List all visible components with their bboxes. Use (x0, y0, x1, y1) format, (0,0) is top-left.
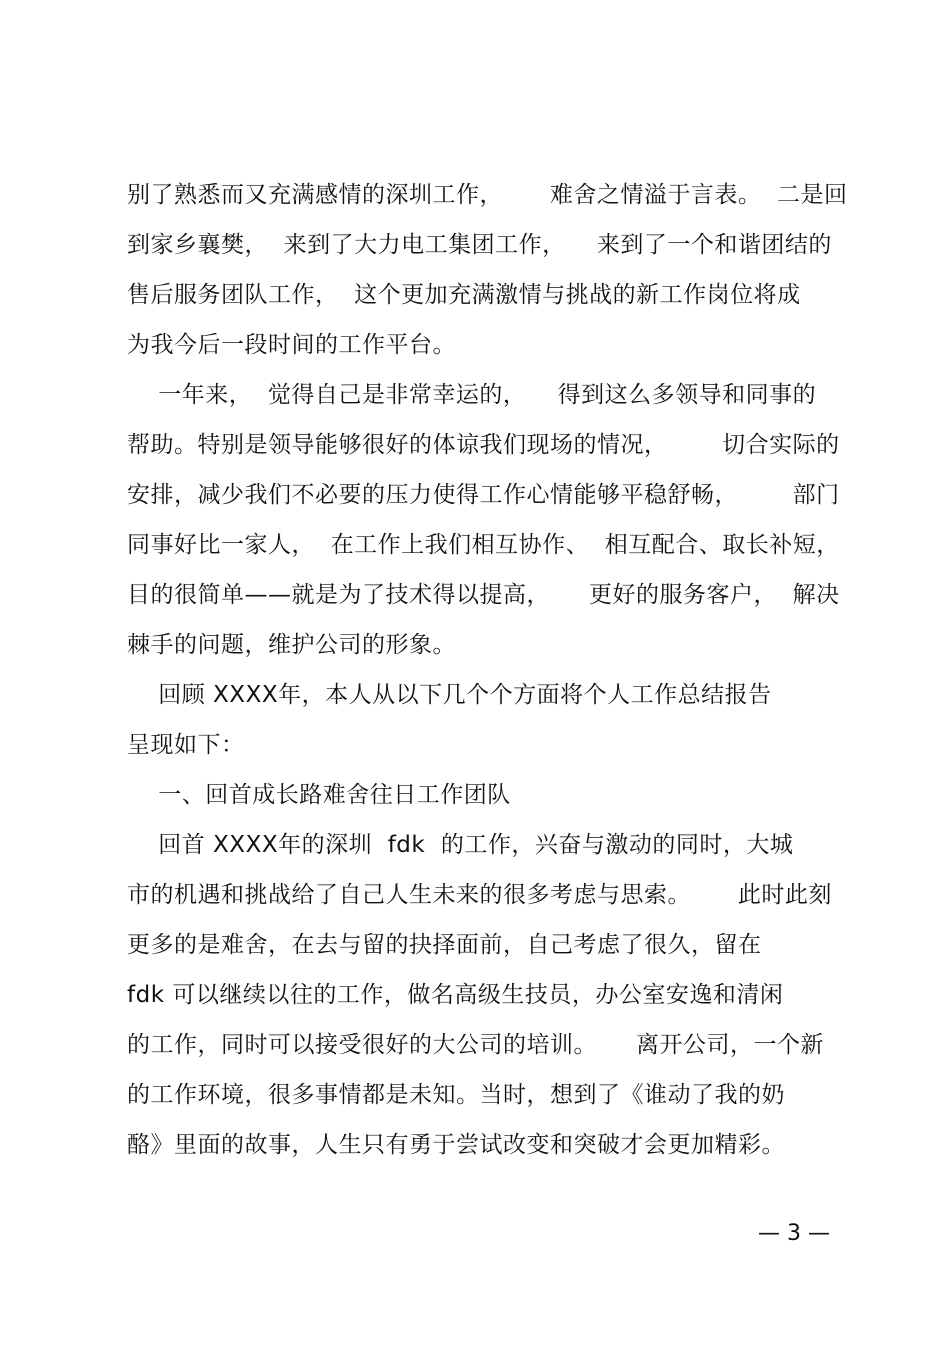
text-line: fdk 可以继续以往的工作，做名高级生技员，办公室安逸和清闲 (127, 982, 784, 1008)
text-line: 更多的是难舍，在去与留的抉择面前，自己考虑了很久，留在 (127, 932, 762, 958)
text-line: 酪》里面的故事，人生只有勇于尝试改变和突破才会更加精彩。 (127, 1132, 785, 1158)
text-line: 为我今后一段时间的工作平台。 (127, 332, 456, 358)
text-line: 别了熟悉而又充满感情的深圳工作， 难舍之情溢于言表。 二是回 (127, 182, 848, 208)
text-line: 回顾 XXXX年，本人从以下几个个方面将个人工作总结报告 (127, 682, 772, 708)
text-line: 安排，减少我们不必要的压力使得工作心情能够平稳舒畅， 部门 (127, 482, 840, 508)
text-line: 回首 XXXX年的深圳 fdk 的工作，兴奋与激动的同时，大城 (127, 832, 794, 858)
text-line: 呈现如下： (127, 732, 245, 758)
text-line: 的工作环境，很多事情都是未知。当时，想到了《谁动了我的奶 (127, 1082, 785, 1108)
text-line: 帮助。特别是领导能够很好的体谅我们现场的情况， 切合实际的 (127, 432, 840, 458)
section-heading: 一、回首成长路难舍往日工作团队 (127, 782, 511, 808)
text-line: 一年来， 觉得自己是非常幸运的， 得到这么多领导和同事的 (127, 382, 817, 408)
text-line: 棘手的问题，维护公司的形象。 (127, 632, 456, 658)
text-line: 同事好比一家人， 在工作上我们相互协作、 相互配合、取长补短， (127, 532, 840, 558)
text-line: 到家乡襄樊， 来到了大力电工集团工作， 来到了一个和谐团结的 (127, 232, 832, 258)
text-line: 售后服务团队工作， 这个更加充满激情与挑战的新工作岗位将成 (127, 282, 801, 308)
text-line: 市的机遇和挑战给了自己人生未来的很多考虑与思索。 此时此刻 (127, 882, 832, 908)
text-line: 目的很简单——就是为了技术得以提高， 更好的服务客户， 解决 (127, 582, 840, 608)
text-line: 的工作，同时可以接受很好的大公司的培训。 离开公司，一个新 (127, 1032, 825, 1058)
page-number: — 3 — (758, 1221, 830, 1246)
